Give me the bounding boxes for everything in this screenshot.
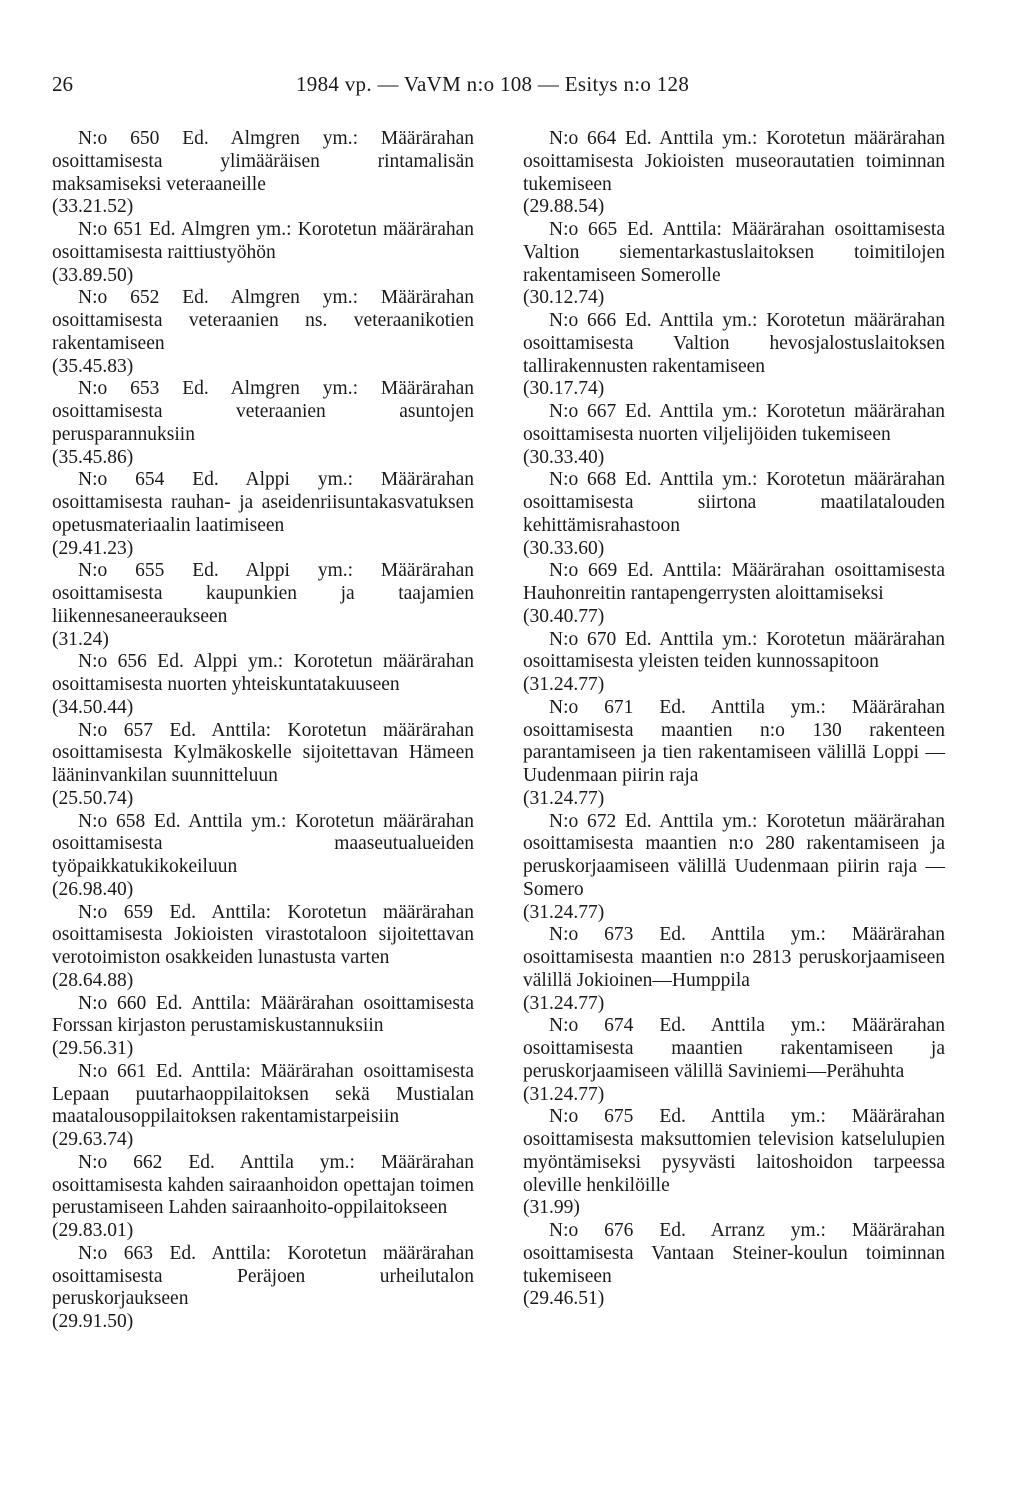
motion-entry [523,1015,945,1106]
motion-entry [52,378,474,469]
budget-code: (29.63.74) [52,1129,134,1150]
motion-text: N:o 674 Ed. Anttila ym.: Määrärahan osoittamisesta maantien rakentamiseen ja peruskorjaamiseen välillä Saviniemi—Perähuhta [523,1015,945,1082]
motion-entry [52,1152,474,1243]
motion-entry [523,219,945,310]
motion-text: N:o 672 Ed. Anttila ym.: Korotetun määrärahan osoittamisesta maantien n:o 280 rakentamiseen ja peruskorjaamiseen välillä Uudenmaan piirin raja — Somero [523,810,945,900]
budget-code: (31.24.77) [523,787,605,809]
motion-text: N:o 676 Ed. Arranz ym.: Määrärahan osoittamisesta Vantaan Steiner-koulun toiminnan tukemiseen [523,1220,945,1287]
budget-code: (29.46.51) [523,1288,605,1310]
motion-entry [52,1243,474,1334]
motion-entry [52,651,474,719]
motion-entry [523,560,945,628]
motion-entry [52,1061,474,1152]
budget-code: (33.89.50) [52,264,134,286]
budget-code: (26.98.40) [52,878,134,900]
budget-code: (35.45.83) [52,355,134,377]
motion-text: N:o 656 Ed. Alppi ym.: Korotetun määrärahan osoittamisesta nuorten yhteiskuntatakuuseen [52,651,474,695]
motion-text: N:o 664 Ed. Anttila ym.: Korotetun määrärahan osoittamisesta Jokioisten museorautatien toiminnan tukemiseen [523,128,945,195]
motion-entry [523,1106,945,1220]
motion-text: N:o 668 Ed. Anttila ym.: Korotetun määrärahan osoittamisesta siirtona maatilatalouden kehittämisrahastoon [523,469,945,536]
budget-code: (29.56.31) [52,1038,134,1059]
motion-entry [523,697,945,811]
budget-code: (31.24) [52,628,109,650]
motion-text: N:o 659 Ed. Anttila: Korotetun määrärahan osoittamisesta Jokioisten virastotaloon sijoitettavan verotoimiston osakkeiden lunastusta varten [52,901,474,968]
budget-code: (25.50.74) [52,787,134,809]
budget-code: (30.17.74) [523,378,605,400]
motion-entry [523,128,945,219]
budget-code: (28.64.88) [52,969,134,991]
budget-code: (35.45.86) [52,446,134,468]
left-column [52,128,474,1334]
motion-entry [523,811,945,925]
budget-code: (31.24.77) [523,674,605,695]
motion-text: N:o 655 Ed. Alppi ym.: Määrärahan osoittamisesta kaupunkien ja taajamien liikennesaneeraukseen [52,560,474,627]
motion-text: N:o 658 Ed. Anttila ym.: Korotetun määrärahan osoittamisesta maaseutualueiden työpaikkatukikokeiluun [52,810,474,877]
budget-code: (31.24.77) [523,901,605,923]
motion-text: N:o 669 Ed. Anttila: Määrärahan osoittamisesta Hauhonreitin rantapengerrysten aloittamiseksi [523,560,945,604]
motion-text: N:o 675 Ed. Anttila ym.: Määrärahan osoittamisesta maksuttomien television katselulupien myöntämiseksi pysyvästi laitoshoidon tarpeessa oleville henkilöille [523,1106,945,1196]
motion-text: N:o 665 Ed. Anttila: Määrärahan osoittamisesta Valtion siementarkastuslaitoksen toimitilojen rakentamiseen Somerolle [523,219,945,286]
motion-entry [52,560,474,651]
motion-text: N:o 653 Ed. Almgren ym.: Määrärahan osoittamisesta veteraanien asuntojen perusparannuksiin [52,378,474,445]
motion-entry [523,629,945,697]
motion-text: N:o 662 Ed. Anttila ym.: Määrärahan osoittamisesta kahden sairaanhoidon opettajan toimen perustamiseen Lahden sairaanhoito-oppilaitokseen [52,1151,474,1219]
budget-code: (31.24.77) [523,992,605,1014]
motion-text: N:o 650 Ed. Almgren ym.: Määrärahan osoittamisesta ylimääräisen rintamalisän maksamiseksi veteraaneille [52,128,474,195]
page-header [52,72,984,102]
motion-text: N:o 673 Ed. Anttila ym.: Määrärahan osoittamisesta maantien n:o 2813 peruskorjaamiseen välillä Jokioinen—Humppila [523,924,945,991]
motion-entry [523,401,945,469]
budget-code: (33.21.52) [52,196,134,218]
motion-text: N:o 670 Ed. Anttila ym.: Korotetun määrärahan osoittamisesta yleisten teiden kunnossapitoon [523,628,945,673]
budget-code: (29.41.23) [52,537,134,559]
budget-code: (34.50.44) [52,696,134,718]
budget-code: (31.99) [523,1197,580,1219]
motion-text: N:o 663 Ed. Anttila: Korotetun määrärahan osoittamisesta Peräjoen urheilutalon peruskorjaukseen [52,1242,474,1310]
motion-text: N:o 671 Ed. Anttila ym.: Määrärahan osoittamisesta maantien n:o 130 rakenteen parantamiseen ja tien rakentamiseen välillä Loppi — Uudenmaan piirin raja [523,696,945,786]
right-column [523,128,945,1311]
budget-code: (31.24.77) [523,1083,605,1105]
motion-text: N:o 666 Ed. Anttila ym.: Korotetun määrärahan osoittamisesta Valtion hevosjalostuslaitoksen tallirakennusten rakentamiseen [523,310,945,377]
budget-code: (30.33.40) [523,446,605,468]
motion-text: N:o 657 Ed. Anttila: Korotetun määrärahan osoittamisesta Kylmäkoskelle sijoitettavan Hämeen lääninvankilan suunnitteluun [52,719,474,786]
motion-entry [523,1220,945,1311]
motion-text: N:o 651 Ed. Almgren ym.: Korotetun määrärahan osoittamisesta raittiustyöhön [52,219,474,263]
motion-text: N:o 660 Ed. Anttila: Määrärahan osoittamisesta Forssan kirjaston perustamiskustannuksiin [52,992,474,1037]
motion-entry [52,720,474,811]
motion-entry [523,924,945,1015]
motion-entry [523,469,945,560]
motion-entry [52,902,474,993]
motion-entry [52,128,474,219]
budget-code: (29.88.54) [523,196,605,218]
motion-entry [523,310,945,401]
running-title: 1984 vp. — VaVM n:o 108 — Esitys n:o 128 [296,72,690,96]
motion-entry [52,811,474,902]
motion-entry [52,219,474,287]
motion-text: N:o 654 Ed. Alppi ym.: Määrärahan osoittamisesta rauhan- ja aseidenriisuntakasvatuksen opetusmateriaalin laatimiseen [52,469,474,536]
motion-entry [52,993,474,1061]
motion-text: N:o 661 Ed. Anttila: Määrärahan osoittamisesta Lepaan puutarhaoppilaitoksen sekä Mustialan maatalousoppilaitoksen rakentamistarpeisiin [52,1060,474,1128]
motion-text: N:o 652 Ed. Almgren ym.: Määrärahan osoittamisesta veteraanien ns. veteraanikotien rakentamiseen [52,287,474,354]
budget-code: (30.40.77) [523,605,605,627]
motion-entry [52,469,474,560]
budget-code: (29.91.50) [52,1311,134,1332]
motion-text: N:o 667 Ed. Anttila ym.: Korotetun määrärahan osoittamisesta nuorten viljelijöiden tukemiseen [523,401,945,445]
budget-code: (29.83.01) [52,1220,134,1241]
budget-code: (30.12.74) [523,287,605,309]
page-number: 26 [52,72,73,96]
motion-entry [52,287,474,378]
budget-code: (30.33.60) [523,537,605,559]
